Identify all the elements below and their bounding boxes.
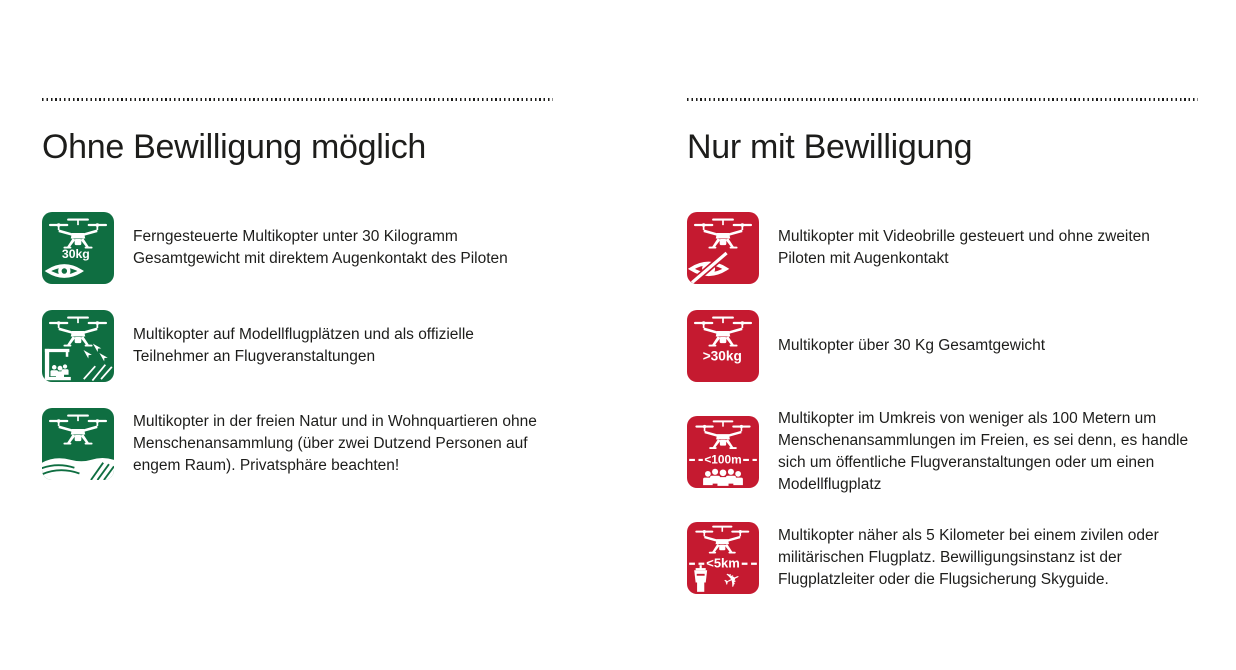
drone-airport-within-5km-icon (687, 522, 759, 594)
rule-text: Multikopter über 30 Kg Gesamtgewicht (778, 337, 1046, 354)
dotted-divider (42, 98, 553, 101)
column-title: Ohne Bewilligung möglich (42, 128, 427, 166)
dotted-divider (687, 98, 1198, 101)
rule-item (42, 212, 553, 284)
rule-item (42, 310, 553, 382)
rule-item (42, 408, 553, 480)
column-without-permit (42, 98, 553, 506)
drone-fpv-no-eye-contact-icon (687, 212, 759, 284)
rule-text: Multikopter auf Modellflugplätzen und als offizielle Teilnehmer an Flugveranstaltungen (133, 326, 474, 365)
weight-badge: 30kg (61, 247, 90, 262)
drone-max-30kg-eye-contact-icon (42, 212, 114, 284)
svg-text:✈: ✈ (720, 567, 745, 594)
distance-badge: <100m (704, 452, 742, 467)
rule-item (687, 212, 1198, 284)
column-title: Nur mit Bewilligung (687, 128, 973, 166)
rule-item (687, 408, 1198, 496)
control-tower-glyph (694, 565, 707, 592)
rule-text: Multikopter mit Videobrille gesteuert und ohne zweiten Piloten mit Augenkontakt (778, 228, 1150, 267)
rule-item (687, 310, 1198, 382)
rule-text: Multikopter näher als 5 Kilometer bei einem zivilen oder militärischen Flugplatz. Bewilligungsinstanz ist der Flugplatzleiter oder die Flugsicherung Skyguide. (778, 527, 1159, 588)
rule-text: Multikopter im Umkreis von weniger als 100 Metern um Menschenansammlungen im Freien, es sei denn, es handle sich um öffentliche Flugveranstaltungen oder um einen Modellflugplatz (778, 410, 1189, 493)
drone-crowd-within-100m-icon (687, 416, 759, 488)
rule-item (687, 522, 1198, 594)
rule-text: Ferngesteuerte Multikopter unter 30 Kilogramm Gesamtgewicht mit direktem Augenkontakt des Piloten (133, 228, 508, 267)
rule-text: Multikopter in der freien Natur und in Wohnquartieren ohne Menschenansammlung (über zwei Dutzend Personen auf engem Raum). Privatsphäre beachten! (133, 413, 537, 474)
drone-open-countryside-icon (42, 408, 114, 480)
distance-badge: <5km (706, 555, 740, 571)
drone-over-30kg-icon (687, 310, 759, 382)
rule-list (687, 212, 1198, 594)
column-permit-required (687, 98, 1198, 620)
weight-badge: >30kg (702, 348, 742, 364)
drone-model-airfield-airshow-icon (42, 310, 114, 382)
airplane-glyph (720, 567, 745, 594)
rule-list (42, 212, 553, 480)
